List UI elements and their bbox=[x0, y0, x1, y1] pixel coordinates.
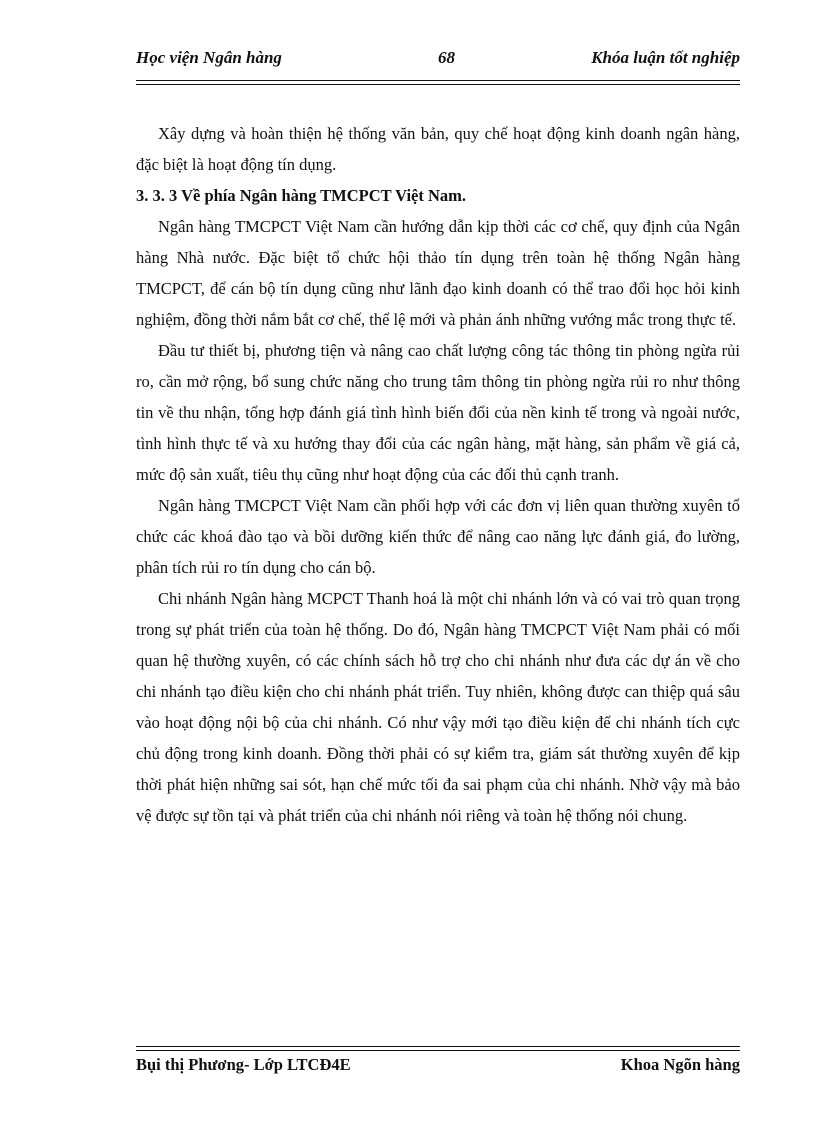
header-double-rule bbox=[136, 80, 740, 85]
paragraph-training: Ngân hàng TMCPCT Việt Nam cần phối hợp với các đơn vị liên quan thường xuyên tổ chức các khoá đào tạo và bồi dưỡng kiến thức để nâng cao năng lực đánh giá, đo lường, phân tích rủi ro tín dụng cho cán bộ. bbox=[136, 496, 740, 577]
footer-faculty: Khoa Ngõn hàng bbox=[620, 1055, 740, 1074]
header-document-type: Khóa luận tốt nghiệp bbox=[591, 48, 740, 67]
section-heading: 3. 3. 3 Về phía Ngân hàng TMCPCT Việt Nam. bbox=[136, 186, 467, 205]
page-number: 68 bbox=[438, 48, 455, 67]
paragraph-branch-support: Chi nhánh Ngân hàng MCPCT Thanh hoá là một chi nhánh lớn và có vai trò quan trọng trong sự phát triển của toàn hệ thống. Do đó, Ngân hàng TMCPCT Việt Nam phải có mối quan hệ thường xuyên, có các chính sách hỗ trợ cho chi nhánh như đưa các dự án về cho chi nhánh tạo điều kiện cho chi nhánh phát triển. Tuy nhiên, không được can thiệp quá sâu vào hoạt động nội bộ của chi nhánh. Có như vậy mới tạo điều kiện để chi nhánh tích cực chủ động trong kinh doanh. Đồng thời phải có sự kiểm tra, giám sát thường xuyên để kịp thời phát hiện những sai sót, hạn chế mức tối đa sai phạm của chi nhánh. Nhờ vậy mà bảo vệ được sự tồn tại và phát triển của chi nhánh nói riêng và toàn hệ thống nói chung. bbox=[136, 589, 740, 825]
paragraph-legal-framework: Xây dựng và hoàn thiện hệ thống văn bản, quy chế hoạt động kinh doanh ngân hàng, đặc biệt là hoạt động tín dụng. bbox=[136, 124, 740, 174]
footer-double-rule bbox=[136, 1046, 740, 1051]
header-institution: Học viện Ngân hàng bbox=[136, 48, 282, 67]
page-footer bbox=[136, 1055, 740, 1079]
paragraph-risk-information: Đầu tư thiết bị, phương tiện và nâng cao chất lượng công tác thông tin phòng ngừa rủi ro, cần mở rộng, bổ sung chức năng cho trung tâm thông tin phòng ngừa rủi ro như thông tin về thu nhận, tổng hợp đánh giá tình hình biến đổi của nền kinh tế trong và ngoài nước, tình hình thực tế và xu hướng thay đổi của các ngân hàng, mặt hàng, sản phẩm về giá cả, mức độ sản xuất, tiêu thụ cũng như hoạt động của các đối thủ cạnh tranh. bbox=[136, 341, 740, 484]
page-body bbox=[136, 118, 740, 831]
footer-author: Bụi thị Phương- Lớp LTCĐ4E bbox=[136, 1055, 351, 1074]
paragraph-guidance: Ngân hàng TMCPCT Việt Nam cần hướng dẫn kịp thời các cơ chế, quy định của Ngân hàng Nhà nước. Đặc biệt tổ chức hội thảo tín dụng trên toàn hệ thống Ngân hàng TMCPCT, để cán bộ tín dụng cũng như lãnh đạo kinh doanh có thể trao đổi học hỏi kinh nghiệm, đồng thời nắm bắt cơ chế, thể lệ mới và phản ánh những vướng mắc trong thực tế. bbox=[136, 217, 740, 329]
page-header bbox=[136, 48, 740, 72]
